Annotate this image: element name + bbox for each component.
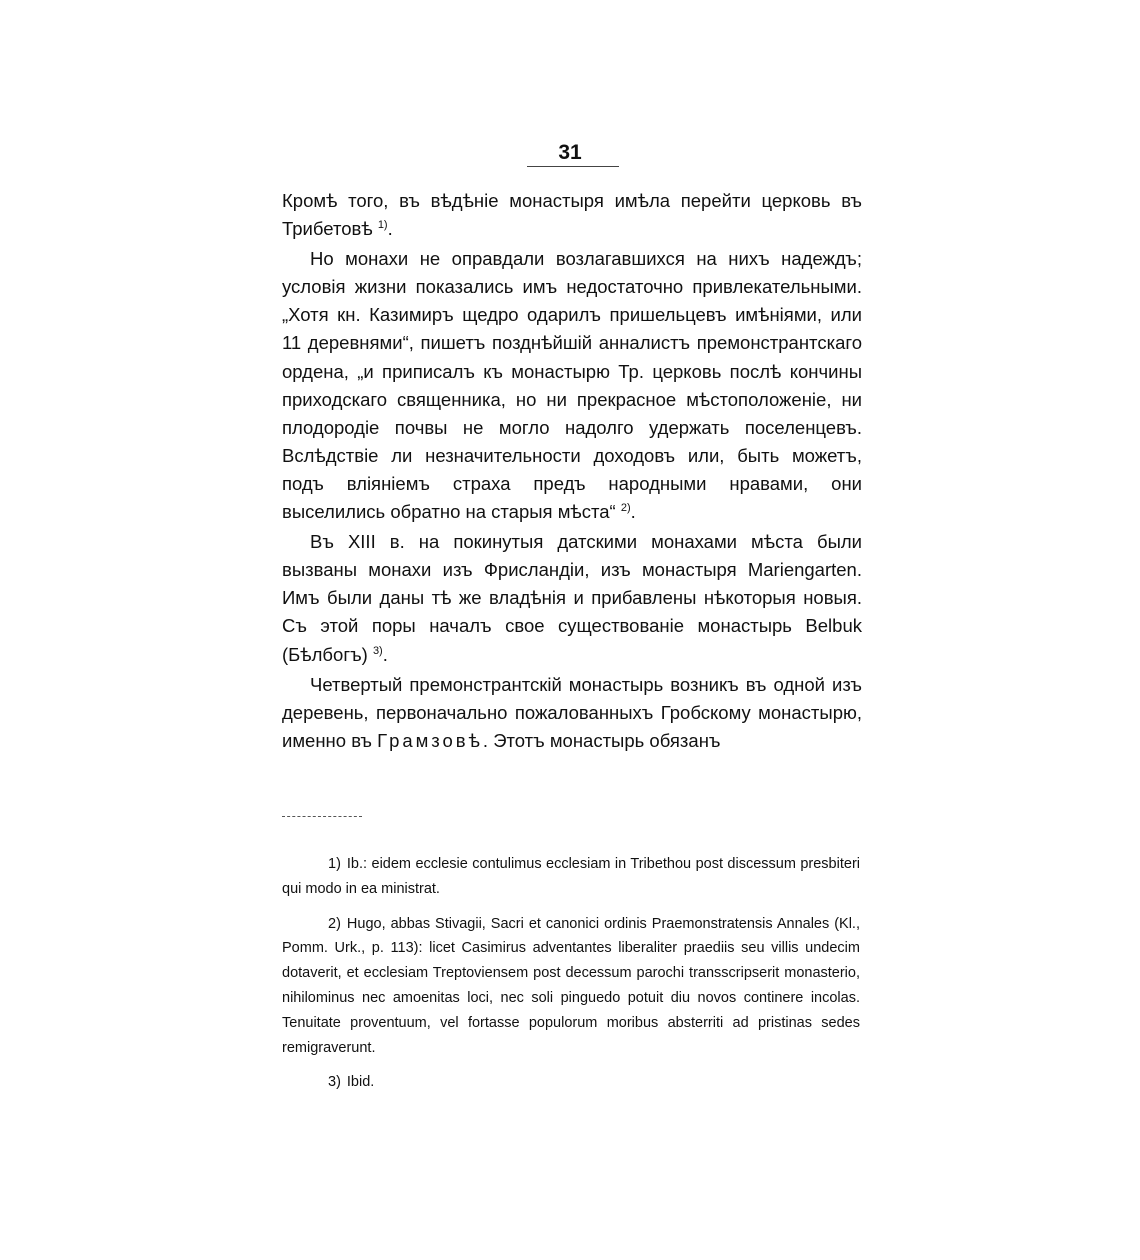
footnote-marker: 1) [328,856,341,872]
main-text [282,187,862,757]
footnote [282,912,860,1061]
paragraph-tail: . [630,501,636,523]
footnote [282,852,860,902]
footnote-ref: 2) [620,501,631,514]
footnote-separator [282,816,362,817]
footnote-ref: 3) [372,644,383,657]
paragraph-text: Кромѣ того, въ вѣдѣніе монастыря имѣла перейти церковь въ Трибетовѣ [282,190,862,240]
paragraph-text: Въ XIII в. на покинутыя датскими монахами мѣста были вызваны монахи изъ Фрисландіи, изъ монастыря Mariengarten. Имъ были даны тѣ же владѣнія и прибавлены нѣкоторыя новыя. Съ этой поры началъ свое существованіе монастырь Belbuk (Бѣлбогъ) [282,531,862,665]
paragraph-text: . Этотъ монастырь обязанъ [482,729,721,751]
header-rule [527,166,619,167]
footnote-text: Ib.: eidem ecclesie contulimus ecclesiam in Tribethou post discessum presbiteri qui modo in ea ministrat. [282,856,860,897]
paragraph [282,671,862,755]
footnotes [282,852,860,1105]
paragraph [282,187,862,243]
footnote-ref: 1) [377,218,388,231]
paragraph-text: Четвертый премонстрантскій монастырь возникъ въ одной изъ деревень, первоначально пожалованныхъ Гробскому монастырю, именно въ [282,673,862,751]
emphasized-place-name: Грамзовѣ [377,729,483,751]
paragraph-text: Но монахи не оправдали возлагавшихся на нихъ надеждъ; условія жизни показались имъ недостаточно привлекательными. „Хотя кн. Казимиръ щедро одарилъ пришельцевъ имѣніями, или 11 деревнями“, пишетъ позднѣйшій анналистъ премонстрантскаго ордена, „и приписалъ къ монастырю Тр. церковь послѣ кончины приходскаго священника, но ни прекрасное мѣстоположеніе, ни плодородіе почвы не могло надолго удержать поселенцевъ. Вслѣдствіе ли незначительности доходовъ или, быть можетъ, подъ вліяніемъ страха предъ народными нравами, они выселились обратно на старыя мѣста“ [282,248,862,523]
paragraph-tail: . [387,218,393,240]
page-header [0,140,1140,166]
footnote-text: Hugo, abbas Stivagii, Sacri et canonici ordinis Praemonstratensis Annales (Kl., Pomm. Urk., p. 113): licet Casimirus adventantes liberaliter praediis seu villis undecim dotaverit, et ecclesiam Treptoviensem post decessum parochi transscripserit monasterio, nihilominus nec amoenitas loci, nec soli pinguedo potuit diu novos continere incolas. Tenuitate proventuum, vel fortasse populorum moribus absterriti ad pristinas sedes remigraverunt. [282,915,860,1056]
paragraph [282,528,862,668]
paragraph-tail: . [382,643,388,665]
paragraph [282,245,862,526]
footnote-text: Ibid. [346,1074,375,1091]
footnote-marker: 3) [328,1074,341,1091]
footnote [282,1070,860,1095]
page-number: 31 [558,141,582,164]
footnote-marker: 2) [328,915,341,932]
